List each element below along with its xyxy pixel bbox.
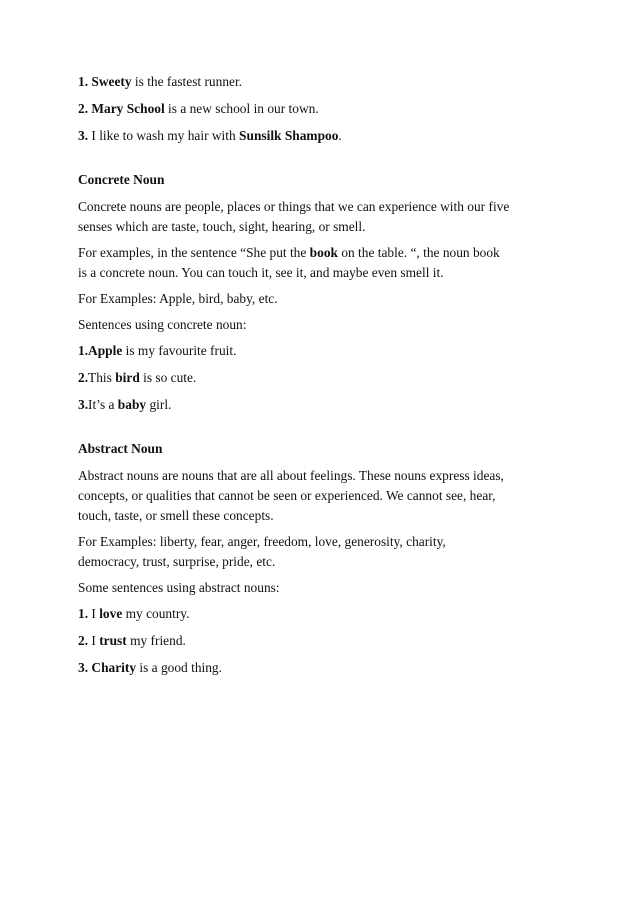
section-heading-concrete: Concrete Noun	[78, 172, 165, 187]
abstract-definition: Abstract nouns are nouns that are all about feelings. These nouns express ideas, concepts, or qualities that cannot be seen or experienced. We cannot see, hear, touch, taste, or smell these concepts.	[78, 468, 504, 523]
proper-noun: Sweety	[91, 74, 132, 89]
list-item: 2. Mary School is a new school in our town.	[78, 101, 319, 116]
abstract-for-examples: For Examples: liberty, fear, anger, freedom, love, generosity, charity, democracy, trust, surprise, pride, etc.	[78, 534, 446, 569]
abstract-sentences-intro: Some sentences using abstract nouns:	[78, 580, 280, 595]
concrete-sentences-intro: Sentences using concrete noun:	[78, 317, 247, 332]
document-page	[78, 72, 568, 685]
section-heading-abstract: Abstract Noun	[78, 441, 163, 456]
list-number: 3.	[78, 397, 89, 412]
list-number: 2.	[78, 370, 89, 385]
concrete-noun: baby	[117, 397, 147, 412]
list-number: 1.	[78, 74, 89, 89]
concrete-definition: Concrete nouns are people, places or things that we can experience with our five senses which are taste, touch, sight, hearing, or smell.	[78, 199, 510, 234]
abstract-noun: love	[99, 606, 123, 621]
concrete-noun: Apple	[88, 343, 123, 358]
list-item: 3. I like to wash my hair with Sunsilk Shampoo.	[78, 128, 342, 143]
list-number: 1.	[78, 343, 89, 358]
list-number: 3.	[78, 660, 89, 675]
list-item: 2. I trust my friend.	[78, 633, 186, 648]
list-item: 1. I love my country.	[78, 606, 190, 621]
concrete-noun: bird	[115, 370, 140, 385]
list-number: 3.	[78, 128, 89, 143]
abstract-noun: Charity	[91, 660, 137, 675]
abstract-noun: trust	[99, 633, 127, 648]
example-noun: book	[309, 245, 338, 260]
list-number: 1.	[78, 606, 89, 621]
list-number: 2.	[78, 633, 89, 648]
concrete-example: For examples, in the sentence “She put the book on the table. “, the noun book is a concrete noun. You can touch it, see it, and maybe even smell it.	[78, 245, 500, 280]
list-item: 3.It’s a baby girl.	[78, 397, 172, 412]
proper-noun: Sunsilk Shampoo	[239, 128, 339, 143]
list-item: 3. Charity is a good thing.	[78, 660, 222, 675]
list-item: 1. Sweety is the fastest runner.	[78, 74, 243, 89]
list-number: 2.	[78, 101, 89, 116]
concrete-for-examples: For Examples: Apple, bird, baby, etc.	[78, 291, 278, 306]
list-item: 2.This bird is so cute.	[78, 370, 197, 385]
proper-noun: Mary School	[91, 101, 165, 116]
list-item: 1.Apple is my favourite fruit.	[78, 343, 237, 358]
